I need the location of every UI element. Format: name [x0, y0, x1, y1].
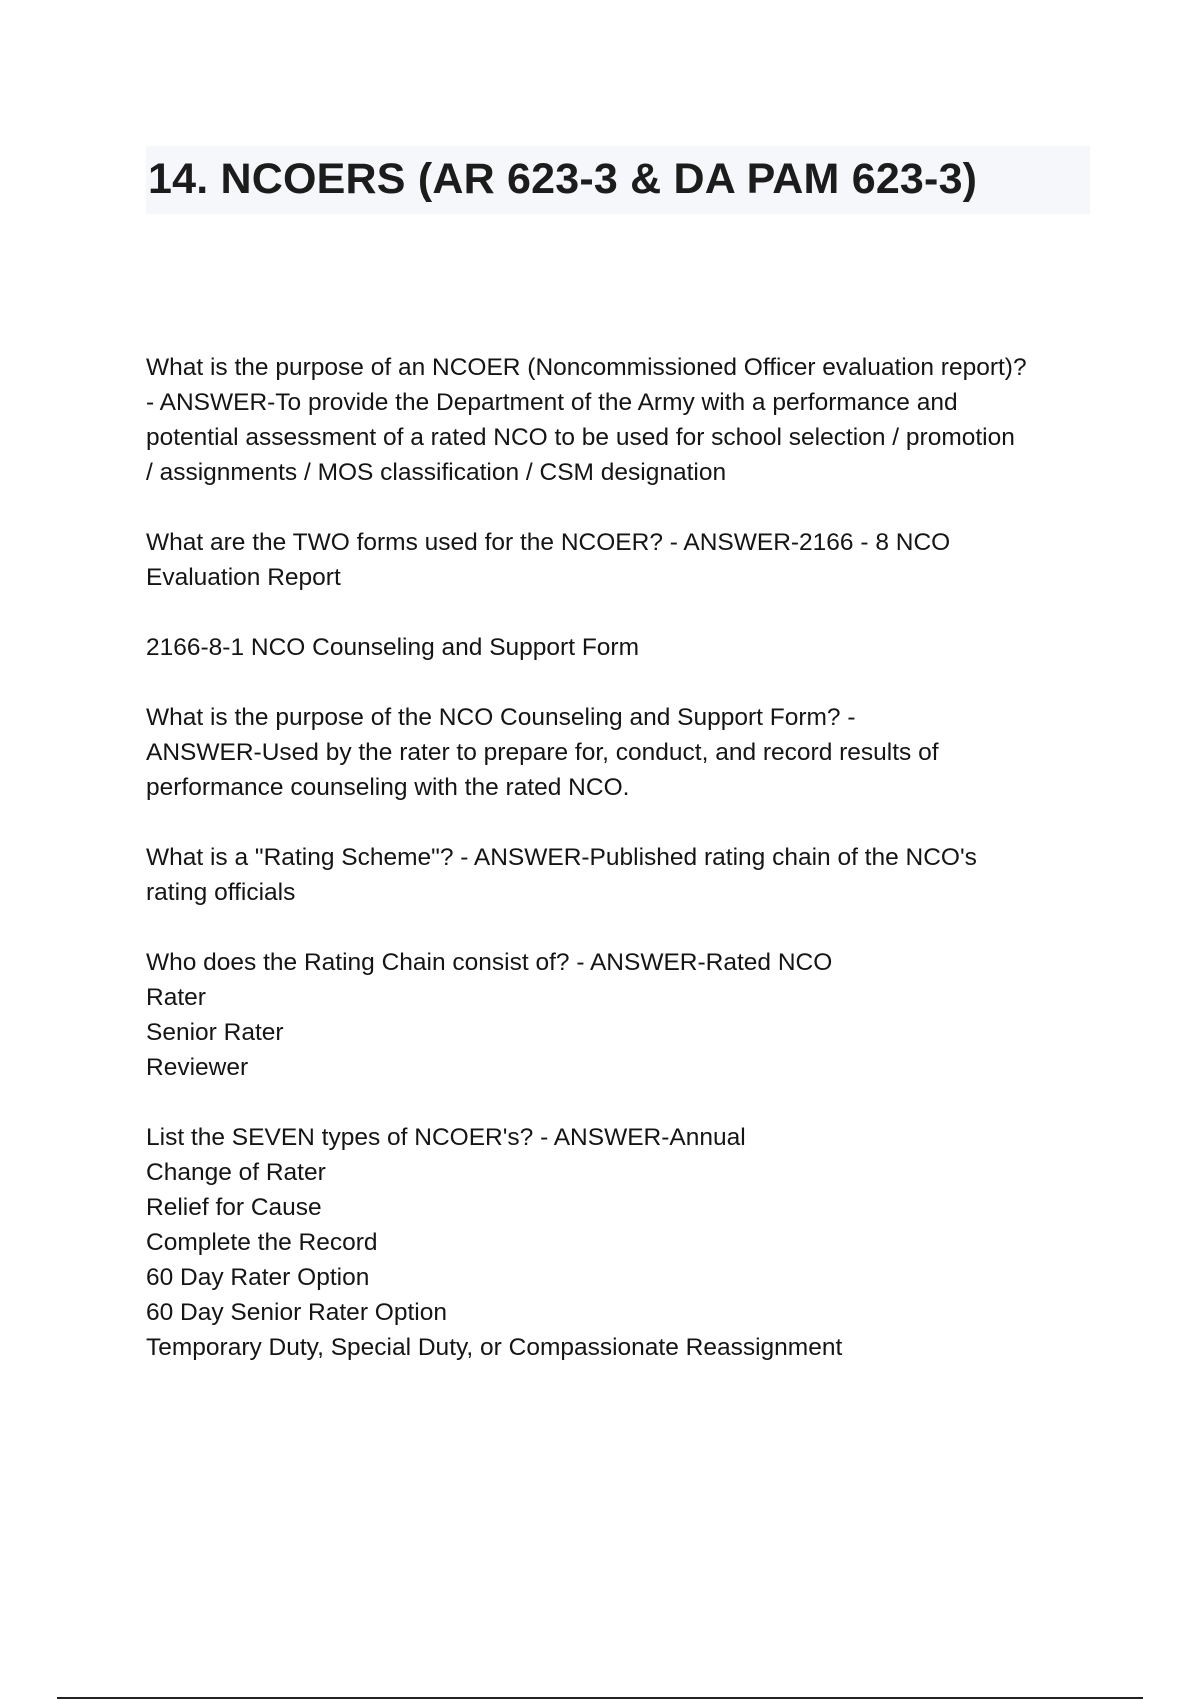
qa-entry-2 [146, 525, 1106, 595]
text-line: 2166-8-1 NCO Counseling and Support Form [146, 634, 639, 661]
text-line: / assignments / MOS classification / CSM designation [146, 459, 727, 486]
text-line: Evaluation Report [146, 564, 341, 591]
text-line: potential assessment of a rated NCO to be used for school selection / promotion [146, 424, 1015, 451]
qa-entry-7 [146, 1120, 1106, 1365]
text-line: ANSWER-Used by the rater to prepare for, conduct, and record results of [146, 739, 939, 766]
page-title: 14. NCOERS (AR 623-3 & DA PAM 623-3) [148, 155, 978, 203]
text-line: What is a "Rating Scheme"? - ANSWER-Published rating chain of the NCO's [146, 844, 977, 871]
text-line: - ANSWER-To provide the Department of the Army with a performance and [146, 389, 958, 416]
text-line: Rater [146, 984, 206, 1011]
text-line: rating officials [146, 879, 296, 906]
text-line: Change of Rater [146, 1159, 326, 1186]
text-line: What is the purpose of an NCOER (Noncommissioned Officer evaluation report)? [146, 354, 1027, 381]
qa-content [146, 350, 1106, 1400]
text-line: Senior Rater [146, 1019, 284, 1046]
text-line: Temporary Duty, Special Duty, or Compassionate Reassignment [146, 1334, 843, 1361]
qa-entry-5 [146, 840, 1106, 910]
text-line: performance counseling with the rated NCO. [146, 774, 630, 801]
text-line: 60 Day Rater Option [146, 1264, 370, 1291]
text-line: Reviewer [146, 1054, 249, 1081]
qa-entry-4 [146, 700, 1106, 805]
text-line: Relief for Cause [146, 1194, 322, 1221]
title-banner [146, 146, 1090, 214]
text-line: 60 Day Senior Rater Option [146, 1299, 447, 1326]
text-line: Who does the Rating Chain consist of? - ANSWER-Rated NCO [146, 949, 833, 976]
text-line: Complete the Record [146, 1229, 378, 1256]
text-line: What are the TWO forms used for the NCOER? - ANSWER-2166 - 8 NCO [146, 529, 951, 556]
footer-divider [57, 1697, 1143, 1699]
qa-entry-1 [146, 350, 1106, 490]
qa-entry-3 [146, 630, 1106, 665]
text-line: What is the purpose of the NCO Counseling and Support Form? - [146, 704, 856, 731]
text-line: List the SEVEN types of NCOER's? - ANSWER-Annual [146, 1124, 746, 1151]
qa-entry-6 [146, 945, 1106, 1085]
